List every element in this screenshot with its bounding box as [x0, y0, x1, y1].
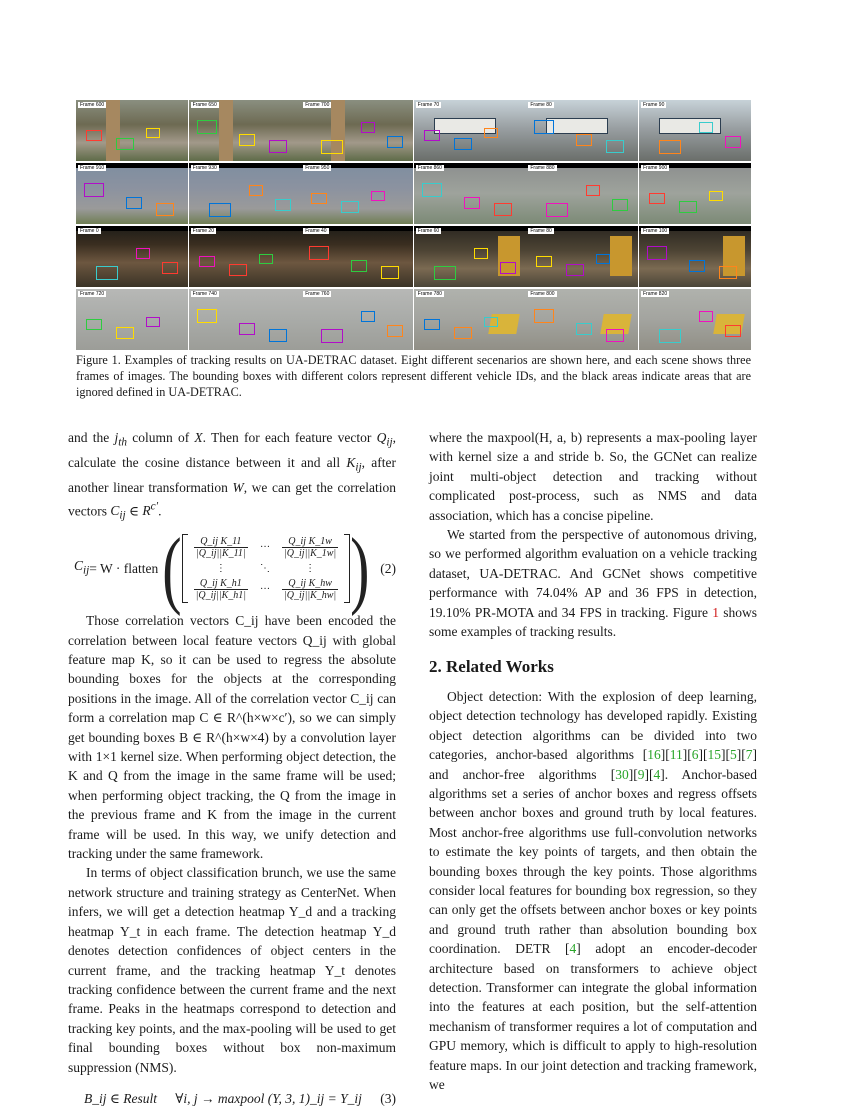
figure-tile [301, 163, 413, 224]
bounding-box [484, 317, 498, 327]
bounding-box [464, 197, 480, 209]
bounding-box [239, 134, 255, 146]
bounding-box [534, 120, 554, 134]
bounding-box [86, 130, 102, 141]
frame-label: Frame 780 [417, 291, 442, 297]
bounding-box [454, 138, 472, 150]
frame-label: Frame 880 [530, 165, 555, 171]
bounding-box [361, 311, 375, 322]
bounding-box [162, 262, 178, 274]
bounding-box [434, 266, 456, 280]
figure-tile [76, 163, 188, 224]
citation-link[interactable]: 15 [707, 747, 721, 763]
figure-tile [189, 289, 301, 350]
bounding-box [351, 260, 367, 272]
bounding-box [484, 128, 498, 138]
citation-link[interactable]: 9 [637, 766, 645, 782]
frame-label: Frame 930 [192, 165, 217, 171]
frame-label: Frame 100 [642, 228, 668, 234]
bounding-box [576, 134, 592, 146]
frame-label: Frame 70 [417, 102, 440, 108]
frame-label: Frame 760 [305, 291, 330, 297]
frame-label: Frame 40 [305, 228, 327, 234]
bounding-box [381, 266, 399, 279]
figure-tile [526, 100, 638, 161]
figure-tile [639, 163, 751, 224]
bounding-box [647, 246, 667, 260]
frame-label: Frame 0 [80, 228, 99, 234]
bounding-box [84, 183, 104, 197]
figure-tile [414, 163, 526, 224]
bounding-box [309, 246, 329, 260]
equation-2-number: (2) [380, 560, 396, 576]
bounding-box [341, 201, 359, 213]
figure-tile [76, 289, 188, 350]
citation-link[interactable]: 5 [730, 747, 737, 763]
bounding-box [699, 311, 713, 322]
paragraph-evaluation: We started from the perspective of autonomous driving, so we performed algorithm evaluation on a vehicle tracking dataset, UA-DETRAC. And GCNet shows competitive performance with 74.04% AP and 36 FPS in detection, 19.10% PR-MOTA and 34 FPS in tracking. Figure 1 shows some examples of tracking results. [429, 527, 758, 640]
frame-label: Frame 20 [192, 228, 214, 234]
frame-label: Frame 950 [305, 165, 330, 171]
figure-tile [301, 100, 413, 161]
bounding-box [249, 185, 263, 196]
frame-label: Frame 700 [305, 102, 330, 108]
figure-tile [76, 226, 188, 287]
bounding-box [576, 323, 592, 335]
figure-tile [189, 226, 301, 287]
bounding-box [269, 329, 287, 342]
citation-group-anchor-free: [30][9][4] [610, 766, 665, 782]
bounding-box [239, 323, 255, 335]
bounding-box [534, 309, 554, 323]
figure-tile [639, 289, 751, 350]
bounding-box [546, 203, 568, 217]
bounding-box [536, 256, 552, 267]
citation-link[interactable]: 30 [615, 766, 629, 782]
bounding-box [86, 319, 102, 330]
bounding-box [699, 122, 713, 133]
bounding-box [199, 256, 215, 267]
correlation-matrix: $\frac{\text{Q\_ij K\_11}}{|Q\_ij||K\_11|}$ ··· $\frac{\text{Q\_ij K\_1w}}{|Q\_ij||K\_1w|}$ ⋮ ⋱ ⋮ $\frac{\text{Q\_ij K\_h1}}{|Q\_ij||K\_h1|}$ ··· $\frac{\text{Q\_ij K\_hw}}{|Q\_ij||K\_hw|}$ [195, 536, 337, 602]
figure-tile [189, 100, 301, 161]
bounding-box [229, 264, 247, 276]
figure-tile [639, 100, 751, 161]
figure-tile [189, 163, 301, 224]
right-column [429, 428, 757, 1094]
bounding-box [689, 260, 705, 272]
bounding-box [259, 254, 273, 264]
section-heading: 2. Related Works [429, 657, 554, 677]
bounding-box [387, 136, 403, 148]
bounding-box [612, 199, 628, 211]
frame-label: Frame 60 [417, 228, 440, 234]
citation-group-anchor-based: [16][11][6][15][5][7] [642, 747, 757, 763]
figure-tile [526, 289, 638, 350]
figure-tile [76, 100, 188, 161]
frame-label: Frame 90 [642, 102, 665, 108]
paragraph-maxpool: where the maxpool(H, a, b) represents a max-pooling layer with kernel size a and stride b. So, the GCNet can realize joint multi-object detection and tracking without complicated post-process, such as NMS and data association, which has a concise pipeline. [429, 430, 757, 523]
bounding-box [424, 130, 440, 141]
paragraph-classification: In terms of object classification brunch, we use the same network structure and training strategy as CenterNet. When infers, we will get a detection heatmap Y_d and a tracking heatmap Y_t in each frame. The detection heatmap Y_d denotes detection confidences of object centers in the current frame, and the tracking heatmap Y_t denotes tracking confidence between the current frame and the next frame. Peaks in the heatmaps correspond to detection and tracking key points, and the max-pooling will be used to get final bounding boxes without box non-maximum suppression (NMS). [68, 865, 396, 1075]
left-column [68, 428, 396, 1108]
bounding-box [659, 329, 681, 343]
bounding-box [146, 317, 160, 327]
citation-link[interactable]: 4 [569, 941, 577, 957]
bounding-box [586, 185, 600, 196]
figure-tile [414, 226, 526, 287]
bounding-box [156, 203, 174, 216]
bounding-box [725, 325, 741, 337]
bounding-box [209, 203, 231, 217]
bounding-box [422, 183, 442, 197]
bounding-box [371, 191, 385, 201]
bounding-box [725, 136, 741, 148]
bounding-box [709, 191, 723, 201]
frame-label: Frame 910 [80, 165, 105, 171]
frame-label: Frame 650 [192, 102, 217, 108]
bounding-box [136, 248, 150, 259]
bounding-box [116, 138, 134, 150]
bounding-box [197, 309, 217, 323]
figure-ref-link[interactable]: 1 [712, 604, 720, 620]
citation-link[interactable]: 7 [745, 747, 753, 763]
frame-label: Frame 900 [642, 165, 668, 171]
frame-label: Frame 600 [80, 102, 105, 108]
bounding-box [361, 122, 375, 133]
bounding-box [321, 140, 343, 154]
figure-tile [526, 163, 638, 224]
bounding-box [679, 201, 697, 213]
figure-1 [76, 100, 751, 350]
frame-label: Frame 740 [192, 291, 217, 297]
figure-tile [639, 226, 751, 287]
bounding-box [606, 140, 624, 153]
frame-label: Frame 80 [530, 102, 552, 108]
bounding-box [494, 203, 512, 216]
bounding-box [197, 120, 217, 134]
bounding-box [454, 327, 472, 339]
bounding-box [649, 193, 665, 204]
bounding-box [719, 266, 737, 279]
bounding-box [606, 329, 624, 342]
paragraph-intro: and the $j_{th}$ column of X. Then for each feature vector $Q_{ij}$, calculate the cosine distance between it and all $K_{ij}$, after another linear transformation W, we can get the correlation vectors $C_{ij}$ ∈ $R^{c'}$. [68, 430, 396, 522]
figure-grid [76, 100, 751, 350]
bounding-box [96, 266, 118, 280]
frame-label: Frame 860 [417, 165, 442, 171]
bounding-box [659, 140, 681, 154]
bounding-box [146, 128, 160, 138]
paragraph-related-works: Object detection: With the explosion of deep learning, object detection technology has developed rapidly. Existing object detection algorithms can be divided into two categories, anchor-based algorithms [16][11][6][15][5][7] and anchor-free algorithms [30][9][4]. Anchor-based algorithms set a series of anchor boxes and regress offsets between anchor boxes and ground truth by local features. Most anchor-free algorithms use full-convolution networks to estimate the key points of targets, and then obtain the bounding boxes through the key points. Those algorithms consider local features for bounding box regression, so they can only get the offsets between anchor boxes or key points and ground truth rather than absolution bounding box coordination. DETR [4] adopt an encoder-decoder architecture based on transformers to achieve object detection. Transformer can integrate the global information into the features at each position, but the self-attention mechanism of transformer requires a lot of computation and GPU memory, which is difficult to apply to high-resolution feature maps. In our joint detection and tracking framework, we [429, 688, 757, 1092]
citation-link[interactable]: 16 [647, 747, 661, 763]
citation-link[interactable]: 11 [669, 747, 683, 763]
bounding-box [116, 327, 134, 339]
citation-link[interactable]: 6 [691, 747, 699, 763]
frame-label: Frame 800 [530, 291, 555, 297]
figure-tile [526, 226, 638, 287]
figure-tile [414, 289, 526, 350]
bounding-box [566, 264, 584, 276]
figure-tile [414, 100, 526, 161]
bounding-box [275, 199, 291, 211]
bounding-box [474, 248, 488, 259]
equation-2: $C_{ij}$ = W · flatten ( $\frac{\text{Q\_ij K\_11}}{|Q\_ij||K\_11|}$ ··· $\frac{\text{Q\_ij K\_1w}}{|Q\_ij||K\_1w|}$ ⋮ ⋱ ⋮ $\frac{\text{Q\_ij K\_h1}}{|Q\_ij||K\_h1|}$ ··· $\frac{\text{Q\_ij K\_hw}}{|Q\_ij||K\_hw|}$ ) (2) [74, 519, 396, 617]
figure-tile [301, 226, 413, 287]
bounding-box [596, 254, 610, 264]
bounding-box [269, 140, 287, 153]
figure-caption: Figure 1. Examples of tracking results on UA-DETRAC dataset. Eight different secenarios are shown here, and each scene shows three frames of images. The bounding boxes with different colors represent different vehicle IDs, and the black areas indicate areas that are ignored defined in UA-DETRAC. [76, 353, 751, 399]
frame-label: Frame 720 [80, 291, 105, 297]
frame-label: Frame 80 [530, 228, 552, 234]
bounding-box [311, 193, 327, 204]
bounding-box [387, 325, 403, 337]
citation-link[interactable]: 4 [653, 766, 661, 782]
paragraph-correlation: Those correlation vectors C_ij have been encoded the correlation between local feature vectors Q_ij with global feature map K, so it can be used to regress the absolute bounding boxes for the objects at the corresponding positions in the image. All of the correlation vector C_ij can form a correlation map C ∈ R^(h×w×c′), so we can simply get bounding boxes B ∈ R^(h×w×4) by a convolution layer with 1×1 kernel size. When performing object detection, the K and Q from the image in the same frame will be used; when performing object tracking, the Q from the image in the previous frame and K from the image in the current frame will be used. In this way, we unify detection and tracking under the same framework. [68, 613, 396, 862]
bounding-box [424, 319, 440, 330]
figure-tile [301, 289, 413, 350]
bounding-box [321, 329, 343, 343]
bounding-box [500, 262, 516, 274]
equation-3: B_ij ∈ Result ∀i, j → maxpool (Y, 3, 1)_ij = Y_ij (3) [84, 1090, 396, 1106]
bounding-box [126, 197, 142, 209]
frame-label: Frame 820 [642, 291, 668, 297]
